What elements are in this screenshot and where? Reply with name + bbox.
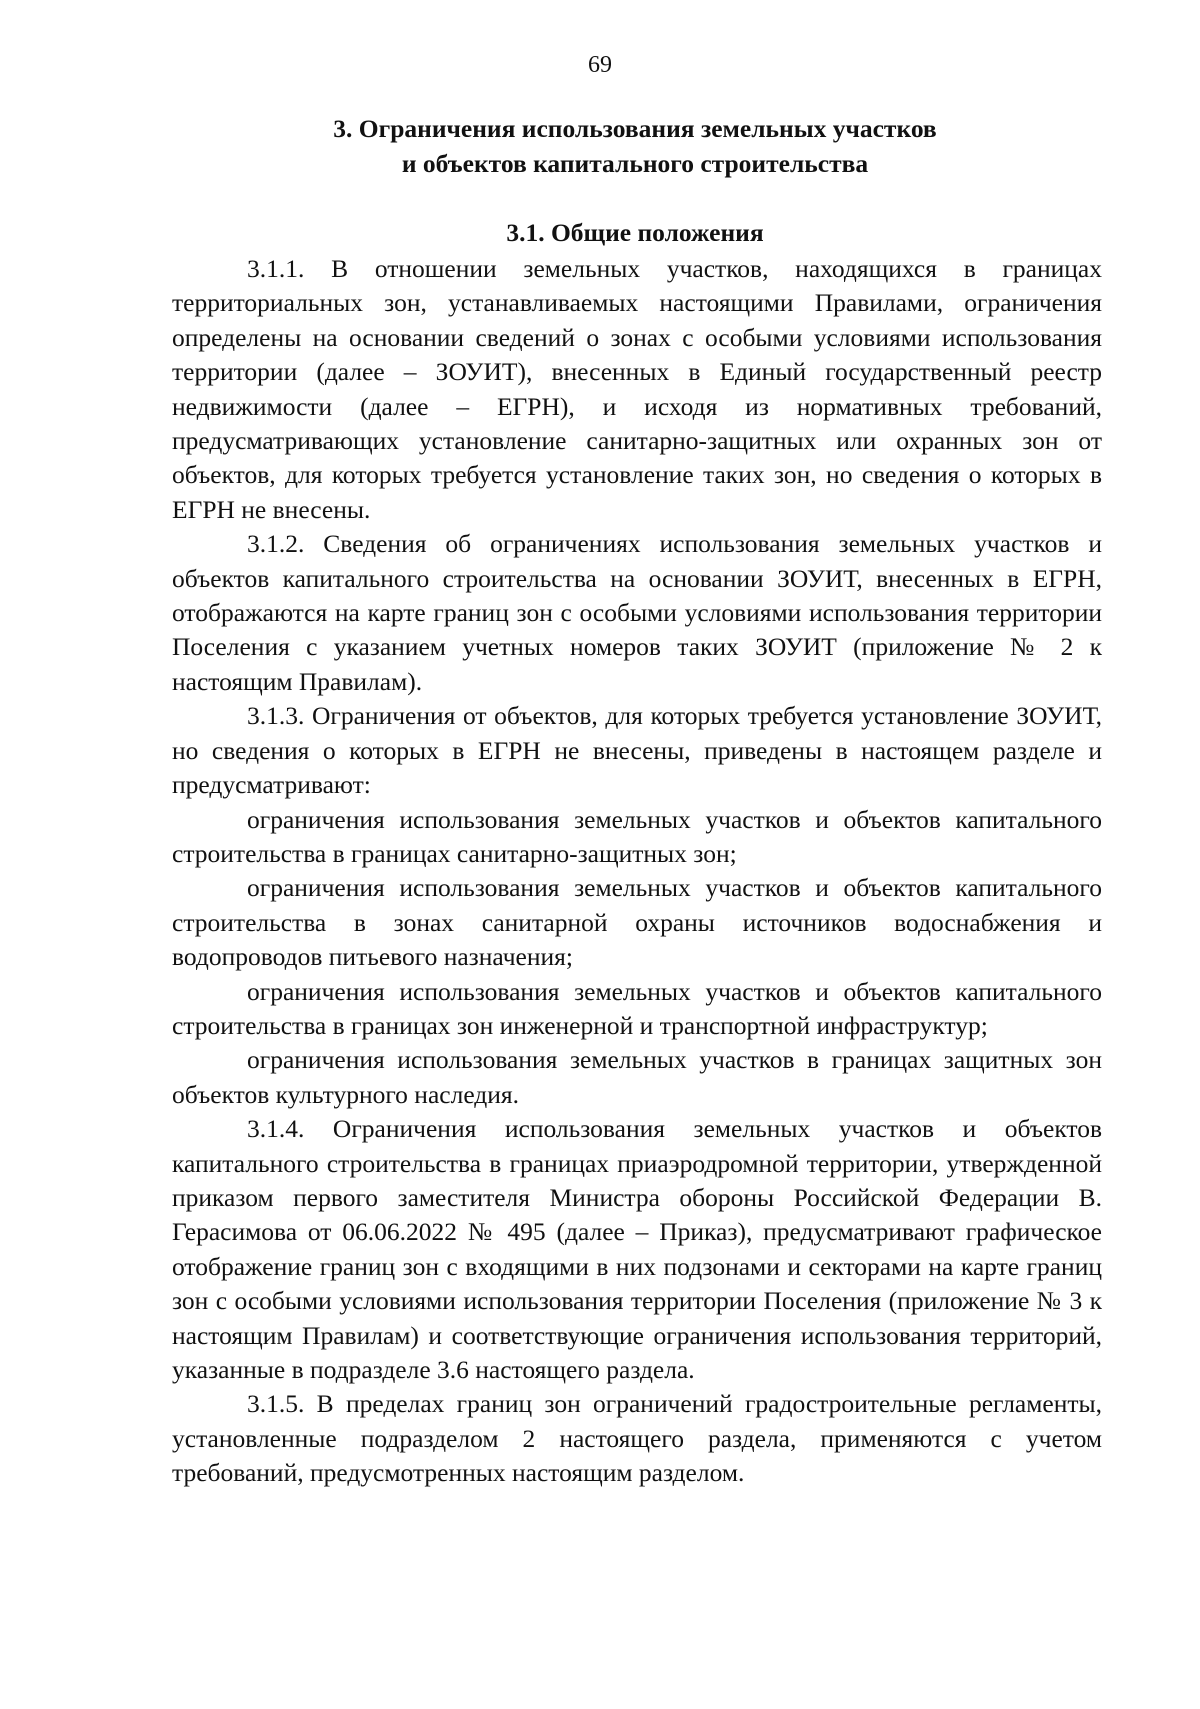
subsection-title: 3.1. Общие положения: [506, 218, 764, 247]
list-item-water-supply-protection: ограничения использования земельных участков и объектов капитального строительства в зонах санитарной охраны источников водоснабжения и водопроводов питьевого назначения;: [172, 873, 1102, 972]
list-item-infrastructure-zones: ограничения использования земельных участков и объектов капитального строительства в границах зон инженерной и транспортной инфраструктур;: [172, 976, 1102, 1040]
paragraph-3-1-1: 3.1.1. В отношении земельных участков, находящихся в границах территориальных зон, устанавливаемых настоящими Правилами, ограничения определены на основании сведений о зонах с особыми условиями использования территории (далее – ЗОУИТ), внесенных в Единый государственный реестр недвижимости (далее – ЕГРН), и исходя из нормативных требований, предусматривающих установление санитарно-защитных или охранных зон от объектов, для которых требуется установление таких зон, но сведения о которых в ЕГРН не внесены.: [172, 254, 1102, 524]
section-title: [170, 111, 1100, 181]
paragraph-3-1-5: 3.1.5. В пределах границ зон ограничений градостроительные регламенты, установленные подразделом 2 настоящего раздела, применяются с учетом требований, предусмотренных настоящим разделом.: [172, 1389, 1102, 1488]
paragraph-3-1-2: 3.1.2. Сведения об ограничениях использования земельных участков и объектов капитального строительства на основании ЗОУИТ, внесенных в ЕГРН, отображаются на карте границ зон с особыми условиями использования территории Поселения с указанием учетных номеров таких ЗОУИТ (приложение № 2 к настоящим Правилам).: [172, 529, 1102, 696]
list-item-sanitary-protection-zones: ограничения использования земельных участков и объектов капитального строительства в границах санитарно-защитных зон;: [172, 804, 1102, 868]
page-number: 69: [588, 52, 612, 78]
paragraph-3-1-3: 3.1.3. Ограничения от объектов, для которых требуется установление ЗОУИТ, но сведения о которых в ЕГРН не внесены, приведены в настоящем разделе и предусматривают:: [172, 701, 1102, 800]
section-title-line-1: 3. Ограничения использования земельных участков: [333, 114, 937, 143]
section-title-line-2: и объектов капитального строительства: [401, 149, 869, 178]
body-text: [172, 250, 1102, 1491]
list-item-cultural-heritage-zones: ограничения использования земельных участков в границах защитных зон объектов культурного наследия.: [172, 1045, 1102, 1109]
paragraph-3-1-4: 3.1.4. Ограничения использования земельных участков и объектов капитального строительства в границах приаэродромной территории, утвержденной приказом первого заместителя Министра обороны Российской Федерации В. Герасимова от 06.06.2022 № 495 (далее – Приказ), предусматривают графическое отображение границ зон с входящими в них подзонами и секторами на карте границ зон с особыми условиями использования территории Поселения (приложение № 3 к настоящим Правилам) и соответствующие ограничения использования территорий, указанные в подразделе 3.6 настоящего раздела.: [172, 1114, 1102, 1384]
